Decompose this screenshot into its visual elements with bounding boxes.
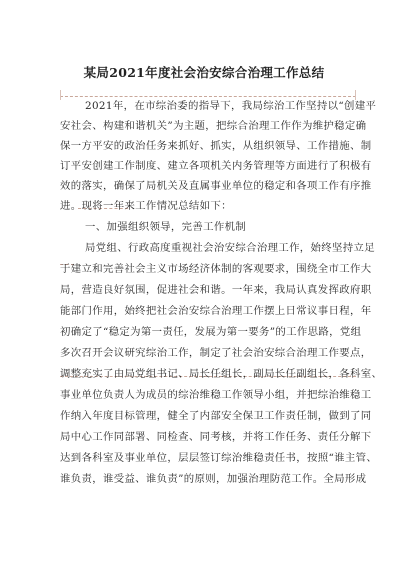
paragraph-line: 安社会、构建和谐机关”为主题，把综合治理工作作为维护稳定确 (60, 120, 367, 132)
paragraph-line: 事业单位负责人为成员的综治维稳工作领导小组，并把综治维稳工 (60, 389, 372, 401)
paragraph-line: 局中心工作同部署、同检查、同考核，并将工作任务、责任分解下 (60, 431, 372, 443)
paragraph-line: 于建立和完善社会主义市场经济体制的客观要求，围绕全市工作大 (60, 263, 372, 275)
paragraph-line: 能部门作用，始终把社会治安综合治理工作摆上日常议事日程，年 (60, 305, 372, 317)
paragraph-line: 谁负责，谁受益、谁负责”的原则，加强治理防范工作。全局形成 (60, 473, 367, 485)
paragraph-line: 2021年，在市综治委的指导下，我局综治工作坚持以“创建平 (85, 100, 377, 112)
paragraph-line: 多次召开会议研究综治工作，制定了社会治安综合治理工作要点， (60, 347, 372, 359)
paragraph-line: 初确定了“稳定为第一责任，发展为第一要务”的工作思路，党组 (60, 326, 362, 338)
paragraph-line: 局党组、行政高度重视社会治安综合治理工作，始终坚持立足 (85, 242, 375, 254)
paragraph-line: 调整充实了由局党组书记、局长任组长，副局长任副组长，各科室、 (60, 368, 383, 380)
scan-guide-line (60, 96, 356, 97)
paragraph-line: 保一方平安的政治任务来抓好、抓实，从组织领导、工作措施、制 (60, 140, 372, 152)
paragraph-line: 局，营造良好氛围，促进社会和谐。一年来，我局认真发挥政府职 (60, 284, 372, 296)
paragraph-line: 达到各科室及事业单位，层层签订综治维稳责任书，按照“谁主管、 (60, 452, 378, 464)
scan-tick-mark (60, 90, 61, 100)
paragraph-line: 效的落实，确保了局机关及直属事业单位的稳定和各项工作有序推 (60, 180, 372, 192)
paragraph-line: 作纳入年度目标管理，健全了内部安全保卫工作责任制，做到了同 (60, 410, 372, 422)
document-title: 某局2021年度社会治安综合治理工作总结 (83, 65, 325, 80)
paragraph-line: 订平安创建工作制度、建立各项机关内务管理等方面进行了积极有 (60, 160, 372, 172)
section-heading: 一、加强组织领导，完善工作机制 (85, 221, 247, 233)
paragraph-line: 进。现将一年来工作情况总结如下： (60, 200, 232, 212)
